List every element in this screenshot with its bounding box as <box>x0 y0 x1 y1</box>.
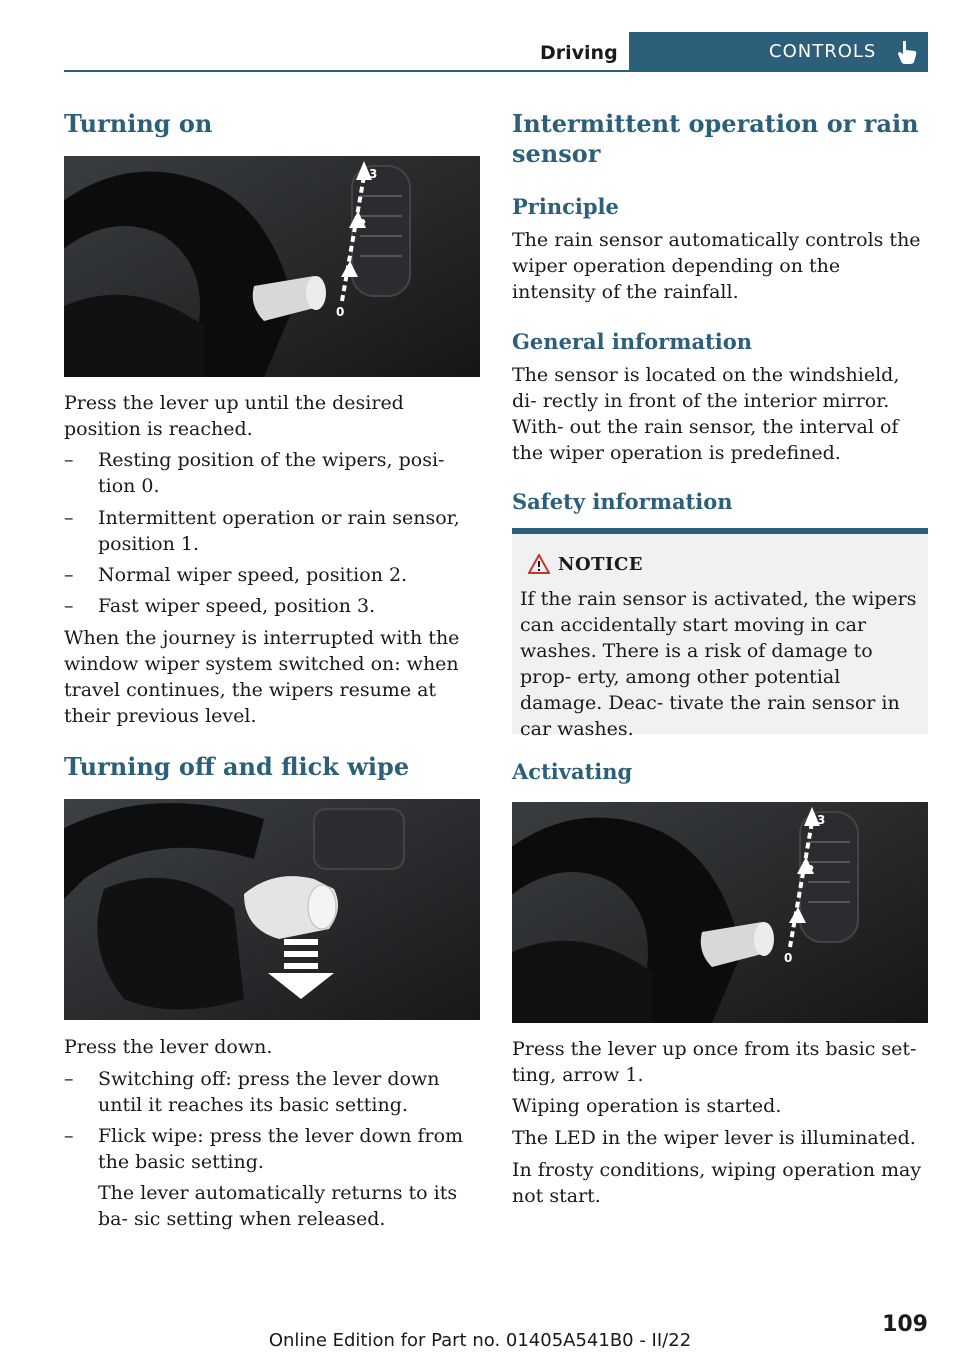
activating-p2: Wiping operation is started. <box>512 1095 782 1117</box>
list-item: – Intermittent operation or rain sensor, position 1. <box>64 507 460 555</box>
heading-intermittent: Intermittent operation or rain sensor <box>512 109 919 168</box>
turning-off-intro: Press the lever down. <box>64 1036 273 1058</box>
lever-position-label: 1 <box>346 265 355 279</box>
activating-p3: The LED in the wiper lever is illuminated. <box>512 1127 916 1149</box>
list-item-text: Fast wiper speed, position 3. <box>98 595 376 617</box>
lever-position-label: 0 <box>784 951 793 965</box>
list-item: – Normal wiper speed, position 2. <box>64 564 408 586</box>
lever-position-label: 1 <box>794 911 803 925</box>
notice-text: If the rain sensor is activated, the wipers can accidentally start moving in car washes. There is a risk of damage to prop- erty, among other potential damage. Deac- tivate the rain sensor in car washes. <box>520 588 917 740</box>
photo-wiper-lever-down <box>64 799 480 1020</box>
heading-turning-on: Turning on <box>64 109 213 138</box>
header-chapter: CONTROLS <box>629 32 928 71</box>
page-number: 109 <box>882 1312 928 1337</box>
notice-box <box>512 534 928 740</box>
turning-on-paragraph: When the journey is interrupted with the window wiper system switched on: when travel continues, the wipers resume at their previous level. <box>64 627 460 727</box>
activating-p1: Press the lever up once from its basic set- ting, arrow 1. <box>512 1038 917 1086</box>
lever-position-label: 3 <box>369 167 378 181</box>
list-item: – Resting position of the wipers, posi- tion 0. <box>64 449 445 497</box>
turning-off-note: The lever automatically returns to its ba- sic setting when released. <box>98 1182 458 1230</box>
list-item: – Fast wiper speed, position 3. <box>64 595 376 617</box>
heading-general-information: General information <box>512 329 753 354</box>
general-information-text: The sensor is located on the windshield, di- rectly in front of the interior mirror. With- out the rain sensor, the interval of the wiper operation is predefined. <box>512 364 900 464</box>
list-item-text: Intermittent operation or rain sensor, position 1. <box>98 507 460 555</box>
wiper-lever-up-illustration <box>64 156 480 377</box>
heading-activating: Activating <box>512 759 633 784</box>
notice-title: NOTICE <box>558 554 643 575</box>
warning-triangle-icon <box>528 554 550 574</box>
wiper-lever-activate-illustration <box>512 802 928 1023</box>
lever-position-label: 2 <box>806 863 815 877</box>
lever-position-label: 3 <box>817 813 826 827</box>
heading-turning-off: Turning off and flick wipe <box>64 752 410 781</box>
lever-position-label: 0 <box>336 305 345 319</box>
pointing-hand-icon <box>893 38 921 66</box>
list-item-text: Flick wipe: press the lever down from the basic setting. <box>98 1125 464 1173</box>
list-item-text: Switching off: press the lever down until it reaches its basic setting. <box>98 1068 440 1116</box>
heading-safety-information: Safety information <box>512 489 733 514</box>
list-item: – Flick wipe: press the lever down from the basic setting. <box>64 1125 464 1173</box>
list-item-text: Resting position of the wipers, posi- tion 0. <box>98 449 445 497</box>
principle-text: The rain sensor automatically controls the wiper operation depending on the intensity of the rainfall. <box>512 229 921 303</box>
heading-principle: Principle <box>512 194 619 219</box>
list-item-text: Normal wiper speed, position 2. <box>98 564 408 586</box>
lever-position-label: 2 <box>358 217 367 231</box>
photo-wiper-lever-activate <box>512 802 928 1023</box>
footer-edition: Online Edition for Part no. 01405A541B0 - II/22 <box>268 1330 692 1351</box>
turning-on-intro: Press the lever up until the desired position is reached. <box>64 392 404 440</box>
activating-p4: In frosty conditions, wiping operation may not start. <box>512 1159 922 1207</box>
wiper-lever-down-illustration <box>64 799 480 1020</box>
photo-wiper-lever-up <box>64 156 480 377</box>
header-section: Driving <box>540 42 618 64</box>
list-item: – Switching off: press the lever down until it reaches its basic setting. <box>64 1068 440 1116</box>
